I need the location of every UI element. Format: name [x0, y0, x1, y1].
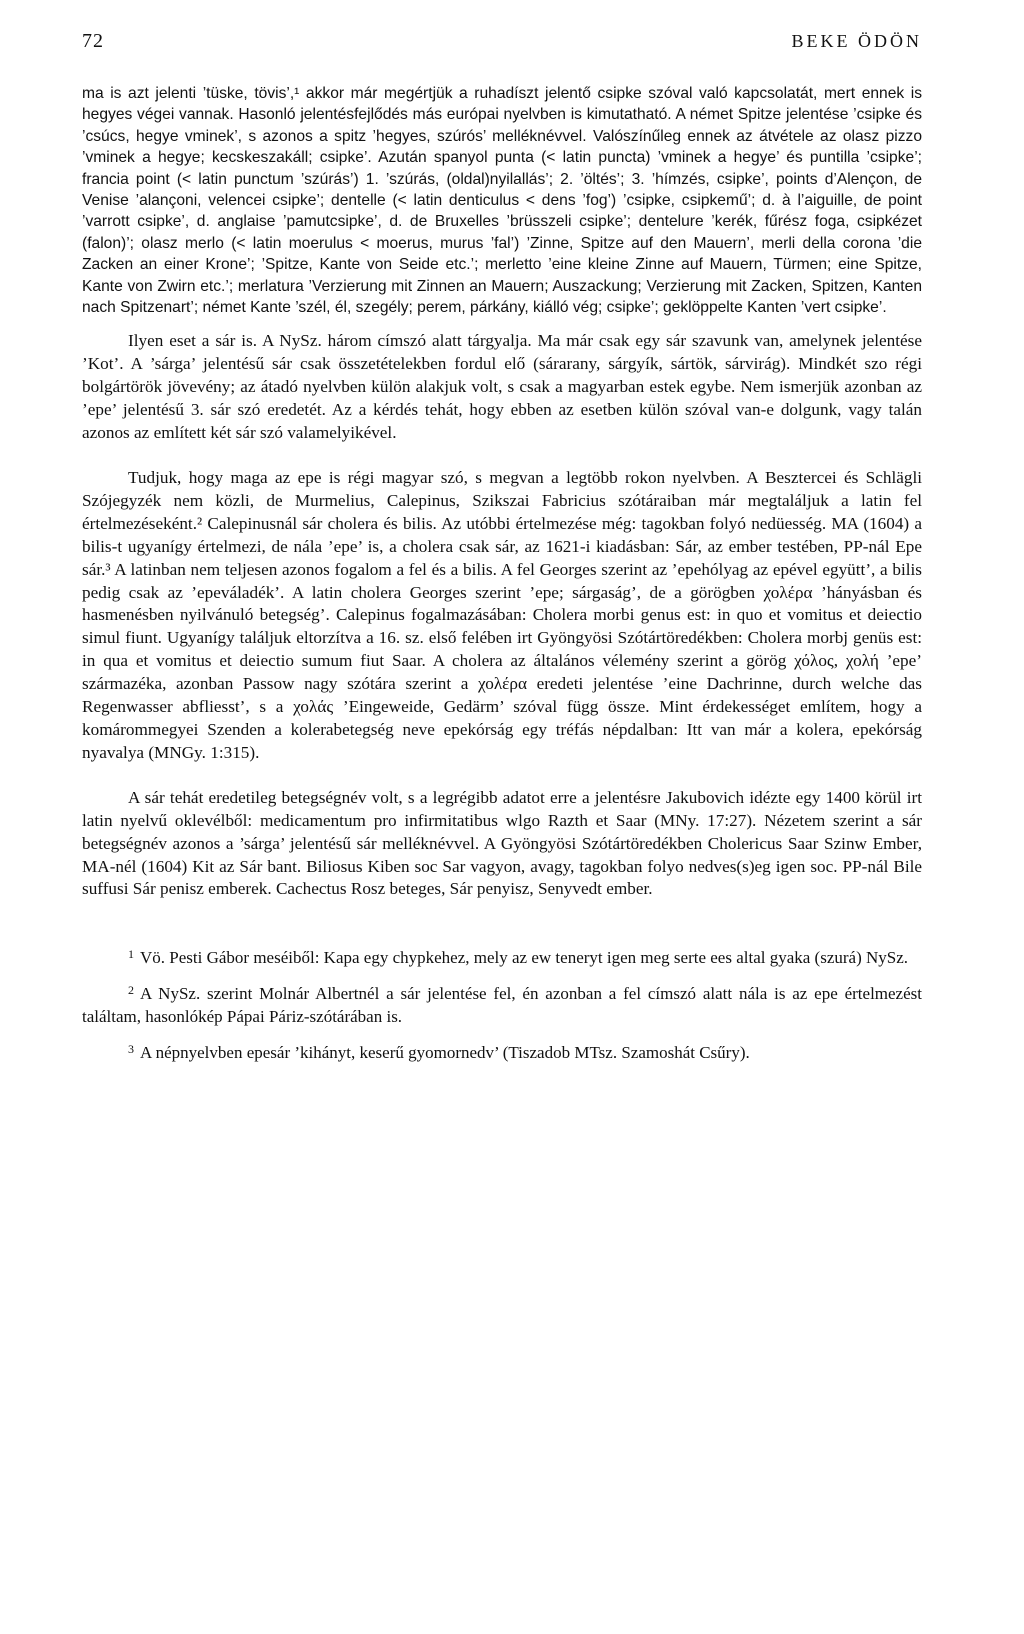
paragraph-betegsegnev: A sár tehát eredetileg betegségnév volt, s a legrégibb adatot erre a jelentésre Jakubovich idézte egy 1400 körül irt latin nyelvű oklevélből: medicamentum pro infirmitatibus wlgo Razth et Saar (MNy. 17:27). Nézetem szerint a sár betegségnév azonos a ’sárga’ jelentésű sár melléknévvel. A Gyöngyösi Szótártöredékben Cholericus Saar Szinw Ember, MA-nél (1604) Kit az Sár bant. Biliosus Kiben soc Sar vagyon, avagy, tagokban folyo nedves(s)eg igen soc. PP-nál Bile suffusi Sár penisz emberek. Cachectus Rosz beteges, Sár penyisz, Senyvedt ember. — [82, 787, 922, 899]
page — [82, 30, 922, 1074]
footnotes — [82, 943, 922, 1065]
page-number: 72 — [82, 30, 104, 52]
footnote-mark: 3 — [128, 1042, 134, 1057]
footnote-3 — [82, 1038, 922, 1065]
paragraph-sar: Ilyen eset a sár is. A NySz. három címszó alatt tárgyalja. Ma már csak egy sár szavunk van, amelynek jelentése ’Kot’. A ’sárga’ jelentésű sár csak összetételekben fordul elő (sárarany, sárgyík, sártök, sárvirág). Mindkét szo régi bolgártörök jövevény; az átadó nyelvben külön alakjuk volt, s csak a magyarban estek egybe. Nem ismerjük azonban az ’epe’ jelentésű 3. sár szó eredetét. Az a kérdés tehát, hogy ebben az esetben külön szóval van-e dolgunk, vagy talán azonos az említett két sár szó valamelyikével. — [82, 331, 922, 443]
body-text — [82, 83, 922, 901]
running-title: BEKE ÖDÖN — [791, 31, 922, 51]
footnote-2 — [82, 979, 922, 1029]
footnote-text: A népnyelvben epesár ’kihányt, keserű gyomornedv’ (Tiszadob MTsz. Szamoshát Csűry). — [140, 1043, 750, 1063]
running-head — [82, 30, 922, 53]
footnote-mark: 2 — [128, 983, 134, 998]
footnote-text: A NySz. szerint Molnár Albertnél a sár jelentése fel, én azonban a fel címszó alatt nála is az epe értelmezést találtam, hasonlókép Pápai Páriz-szótárában is. — [82, 984, 922, 1027]
footnote-mark: 1 — [128, 947, 134, 962]
footnote-1 — [82, 943, 922, 970]
paragraph-csipke: ma is azt jelenti ’tüske, tövis’,¹ akkor már megértjük a ruhadíszt jelentő csipke szóval való kapcsolatát, mert ennek is hegyes végei vannak. Hasonló jelentésfejlődés más európai nyelvben is kimutatható. A német Spitze jelentése ’csipke és ’csúcs, hegye vminek’, s azonos a spitz ’hegyes, szúrós’ melléknévvel. Valószínűleg ennek az átvétele az olasz pizzo ’vminek a hegye; kecskeszakáll; csipke’. Azután spanyol punta (< latin puncta) ’vminek a hegye’ és puntilla ’csipke’; francia point (< latin punctum ’szúrás’) 1. ’szúrás, (oldal)nyilallás’; 2. ’öltés’; 3. ’hímzés, csipke’, points d’Alençon, de Venise ’alançoni, velencei csipke’; dentelle (< latin denticulus < dens ’fog’) ’csipke, csipkemű’; d. à l’aiguille, de point ’varrott csipke’, d. anglaise ’pamutcsipke’, d. de Bruxelles ’brüsszeli csipke’; dentelure ’kerék, fűrész foga, csipkézet (falon)’; olasz merlo (< latin moerulus < moerus, murus ’fal’) ’Zinne, Spitze auf den Mauern’, merli della corona ’die Zacken an einer Krone’; ’Spitze, Kante von Seide etc.’; merletto ’eine kleine Zinne auf Mauern, Türmen; eine Spitze, Kante von Zwirn etc.’; merlatura ’Verzierung mit Zinnen an Mauern; Auszackung; Verzierung mit Zacken, Spitzen, Kanten nach Spitzenart’; német Kante ’szél, él, szegély; perem, párkány, kiálló vég; csipke’; geklöppelte Kanten ’vert csipke’. — [82, 85, 922, 317]
footnote-text: Vö. Pesti Gábor meséiből: Kapa egy chypkehez, mely az ew teneryt igen meg serte ees altal gyaka (szurá) NySz. — [140, 948, 909, 968]
paragraph-epe: Tudjuk, hogy maga az epe is régi magyar szó, s megvan a legtöbb rokon nyelvben. A Besztercei és Schlägli Szójegyzék nem közli, de Murmelius, Calepinus, Szikszai Fabricius szótáraiban már megtaláljuk a latin fel értelmezéseként.² Calepinusnál sár cholera és bilis. Az utóbbi értelmezése még: tagokban folyó nedüesség. MA (1604) a bilis-t ugyanígy értelmezi, de nála ’epe’ is, a cholera csak sár, az 1621-i kiadásban: Sár, az ember testében, PP-nál Epe sár.³ A latinban nem teljesen azonos fogalom a fel és a bilis. A fel Georges szerint az ’epehólyag az epével együtt’, a bilis pedig csak az ’epeváladék’. A latin cholera Georges szerint ’epe; sárgaság’, de a görögben χολέρα ’hányásban és hasmenésben nyilvánuló betegség’. Calepinus fogalmazásában: Cholera morbi genus est: in quo et vomitus et deiectio simul fiunt. Ugyanígy találjuk eltorzítva a 16. sz. első felében irt Gyöngyösi Szótártöredékben: Cholera morbj genüs est: in qua et vomitus et deiectio sumum fiut Saar. A cholera az általános vélemény szerint a görög χόλος, χολή ’epe’ származéka, azonban Passow nagy szótára szerint a χολέρα eredeti jelentése ’eine Dachrinne, durch welche das Regenwasser abfliesst’, s a χολάς ’Eingeweide, Gedärm’ szóval függ össze. Mint érdekességet említem, hogy a komárommegyei Szenden a kolerabetegség neve epekórság egy tréfás népdalban: Itt van már a kolera, epekórság nyavalya (MNGy. 1:315). — [82, 468, 922, 762]
